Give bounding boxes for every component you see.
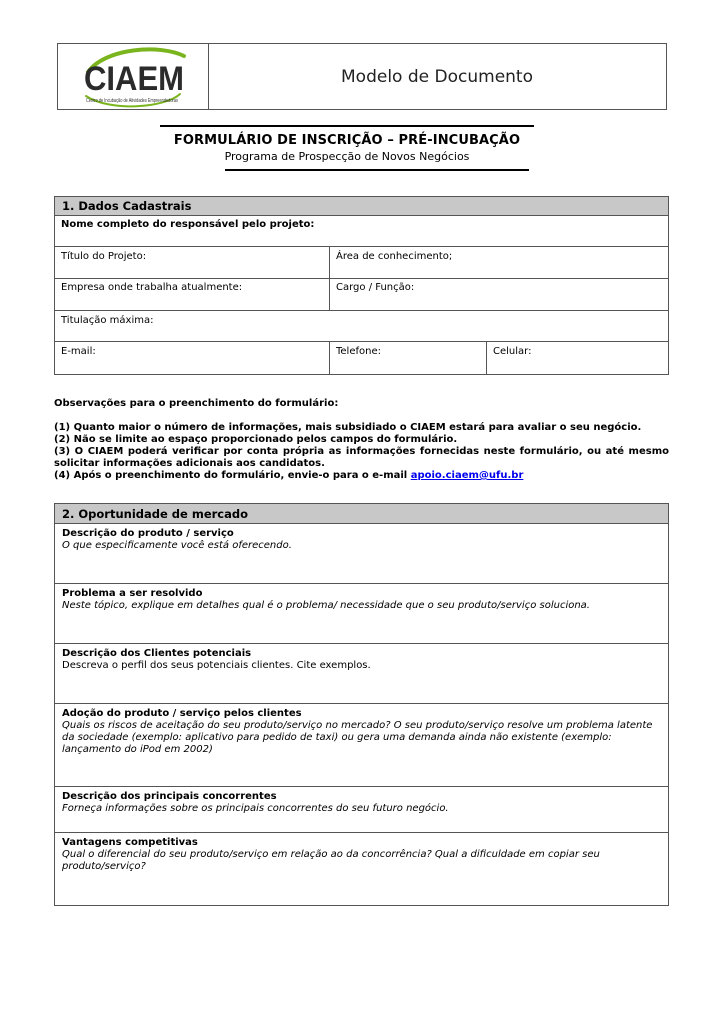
block-title: Descrição do produto / serviço xyxy=(62,528,234,539)
section-dados-cadastrais xyxy=(54,196,669,375)
section-header: 2. Oportunidade de mercado xyxy=(55,504,668,524)
row-nome xyxy=(55,216,668,247)
row-titulacao xyxy=(55,311,668,342)
block-text: Quais os riscos de aceitação do seu produto/serviço no mercado? O seu produto/serviço resolve um problema latente da sociedade (exemplo: aplicativo para pedido de taxi) ou gera uma demanda ainda não existente (exemplo: lançamento do iPod em 2002) xyxy=(62,720,653,755)
block-title: Descrição dos Clientes potenciais xyxy=(62,648,252,659)
field-nome[interactable]: Nome completo do responsável pelo projeto: xyxy=(61,219,315,230)
field-telefone[interactable]: Telefone: xyxy=(329,342,486,374)
row-empresa-cargo xyxy=(55,279,668,311)
row-contato xyxy=(55,342,668,374)
title-rule-top xyxy=(160,125,534,127)
block-vantagens[interactable] xyxy=(55,833,668,905)
email-link[interactable]: apoio.ciaem@ufu.br xyxy=(410,470,524,481)
ciaem-logo xyxy=(80,46,190,110)
block-text: Descreva o perfil dos seus potenciais clientes. Cite exemplos. xyxy=(62,660,371,671)
document-title: Modelo de Documento xyxy=(341,66,533,87)
block-clientes[interactable] xyxy=(55,644,668,704)
field-cargo[interactable]: Cargo / Função: xyxy=(329,279,668,310)
observation-item: (3) O CIAEM poderá verificar por conta própria as informações fornecidas neste formulário, ou até mesmo solicitar informações adicionais aos candidatos. xyxy=(54,446,669,469)
observation-item-4-text: (4) Após o preenchimento do formulário, envie-o para o e-mail xyxy=(54,470,411,481)
field-empresa[interactable]: Empresa onde trabalha atualmente: xyxy=(61,282,243,293)
field-email[interactable]: E-mail: xyxy=(61,346,96,357)
block-adocao[interactable] xyxy=(55,704,668,787)
field-area[interactable]: Área de conhecimento; xyxy=(329,247,668,278)
block-title: Problema a ser resolvido xyxy=(62,588,203,599)
observation-item: (2) Não se limite ao espaço proporcionado pelos campos do formulário. xyxy=(54,434,458,445)
field-celular[interactable]: Celular: xyxy=(486,342,668,374)
block-title: Descrição dos principais concorrentes xyxy=(62,791,277,802)
block-concorrentes[interactable] xyxy=(55,787,668,833)
observations-heading: Observações para o preenchimento do formulário: xyxy=(54,398,339,409)
logo-cell xyxy=(58,44,209,109)
block-title: Vantagens competitivas xyxy=(62,837,198,848)
form-subtitle: Programa de Prospecção de Novos Negócios xyxy=(224,150,470,163)
section-oportunidade-mercado xyxy=(54,503,669,906)
block-text: Qual o diferencial do seu produto/serviço em relação ao da concorrência? Qual a dificuldade em copiar seu produto/serviço? xyxy=(62,849,600,872)
title-rule-bottom xyxy=(225,169,529,171)
observations xyxy=(54,398,669,482)
block-problema[interactable] xyxy=(55,584,668,644)
row-titulo-area xyxy=(55,247,668,279)
block-text: O que especificamente você está oferecendo. xyxy=(62,540,292,551)
block-text: Neste tópico, explique em detalhes qual é o problema/ necessidade que o seu produto/serviço soluciona. xyxy=(62,600,590,611)
section-header: 1. Dados Cadastrais xyxy=(55,197,668,216)
field-titulo[interactable]: Título do Projeto: xyxy=(61,251,147,262)
field-titulacao[interactable]: Titulação máxima: xyxy=(61,315,154,326)
block-descricao-produto[interactable] xyxy=(55,524,668,584)
block-title: Adoção do produto / serviço pelos clientes xyxy=(62,708,302,719)
observation-item: (1) Quanto maior o número de informações, mais subsidiado o CIAEM estará para avaliar o seu negócio. xyxy=(54,422,642,433)
form-title: FORMULÁRIO DE INSCRIÇÃO – PRÉ-INCUBAÇÃO xyxy=(173,133,521,148)
document-header xyxy=(57,43,667,110)
block-text: Forneça informações sobre os principais concorrentes do seu futuro negócio. xyxy=(62,803,449,814)
logo-text: CIAEM xyxy=(84,60,184,98)
logo-subtitle: Centro de Incubação de Atividades Empreendedoras xyxy=(86,98,179,104)
observation-item-4 xyxy=(54,470,669,482)
